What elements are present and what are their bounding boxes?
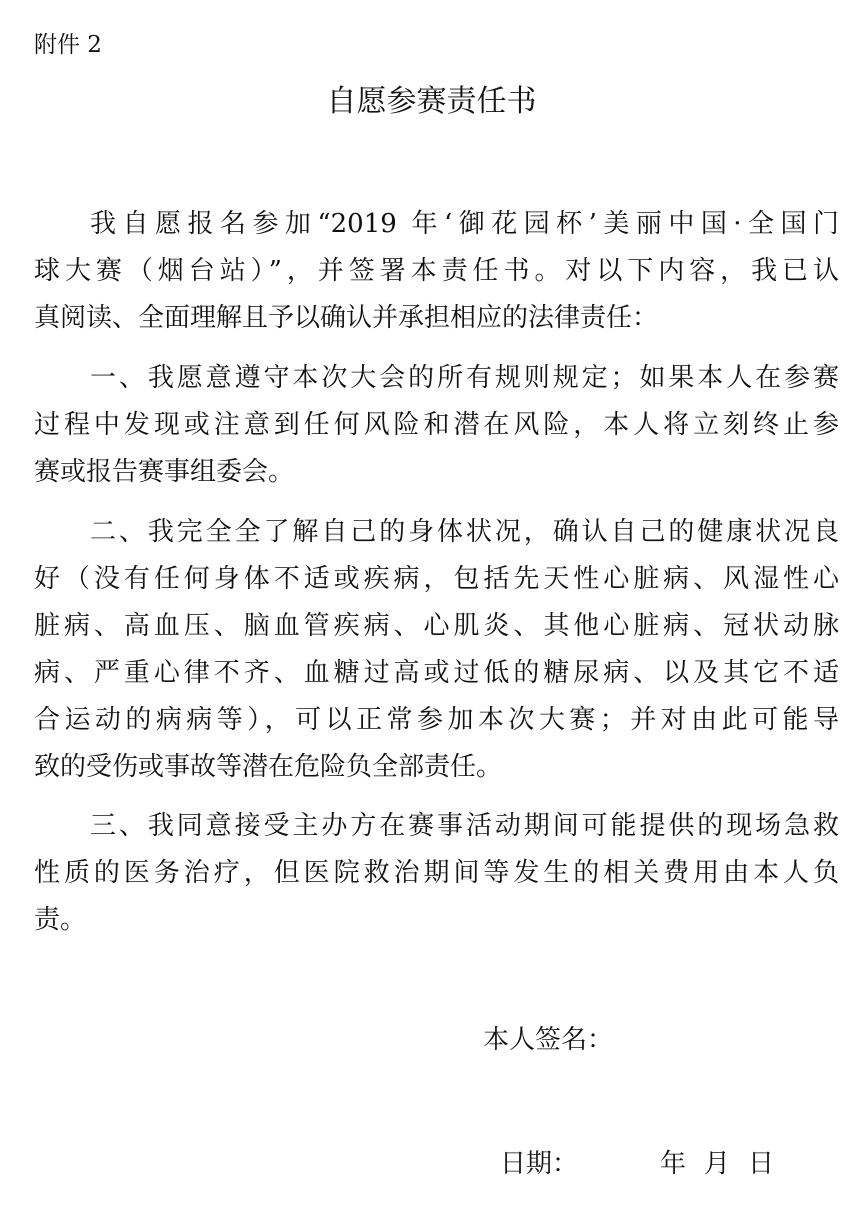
paragraph-line: 好（没有任何身体不适或疾病，包括先天性心脏病、风湿性心 bbox=[34, 564, 839, 594]
paragraph-line: 过程中发现或注意到任何风险和潜在风险，本人将立刻终止参 bbox=[34, 410, 839, 440]
paragraph-line: 一、我愿意遵守本次大会的所有规则规定；如果本人在参赛 bbox=[90, 363, 839, 393]
paragraph-line: 赛或报告赛事组委会。 bbox=[34, 457, 295, 487]
paragraph-line: 致的受伤或事故等潜在危险负全部责任。 bbox=[34, 752, 503, 782]
document-title: 自愿参赛责任书 bbox=[326, 84, 537, 119]
attachment-label: 附件 2 bbox=[34, 32, 102, 58]
paragraph-line: 我自愿报名参加“2019 年‘御花园杯’美丽中国·全国门 bbox=[90, 209, 839, 239]
paragraph-line: 责。 bbox=[34, 905, 87, 935]
date-year-label: 年 bbox=[660, 1149, 687, 1179]
date-month-label: 月 bbox=[704, 1149, 731, 1179]
paragraph-line: 球大赛（烟台站）”，并签署本责任书。对以下内容，我已认 bbox=[34, 256, 839, 286]
paragraph-line: 三、我同意接受主办方在赛事活动期间可能提供的现场急救 bbox=[90, 811, 839, 841]
date-label: 日期： bbox=[500, 1149, 579, 1179]
paragraph-line: 合运动的病病等），可以正常参加本次大赛；并对由此可能导 bbox=[34, 705, 839, 735]
signature-label: 本人签名： bbox=[483, 1025, 614, 1055]
paragraph-line: 脏病、高血压、脑血管疾病、心肌炎、其他心脏病、冠状动脉 bbox=[34, 611, 839, 641]
paragraph-line: 二、我完全全了解自己的身体状况，确认自己的健康状况良 bbox=[90, 517, 839, 547]
date-day-label: 日 bbox=[748, 1149, 775, 1179]
paragraph-line: 性质的医务治疗，但医院救治期间等发生的相关费用由本人负 bbox=[34, 858, 839, 888]
paragraph-line: 病、严重心律不齐、血糖过高或过低的糖尿病、以及其它不适 bbox=[34, 658, 839, 688]
paragraph-line: 真阅读、全面理解且予以确认并承担相应的法律责任： bbox=[34, 303, 659, 333]
